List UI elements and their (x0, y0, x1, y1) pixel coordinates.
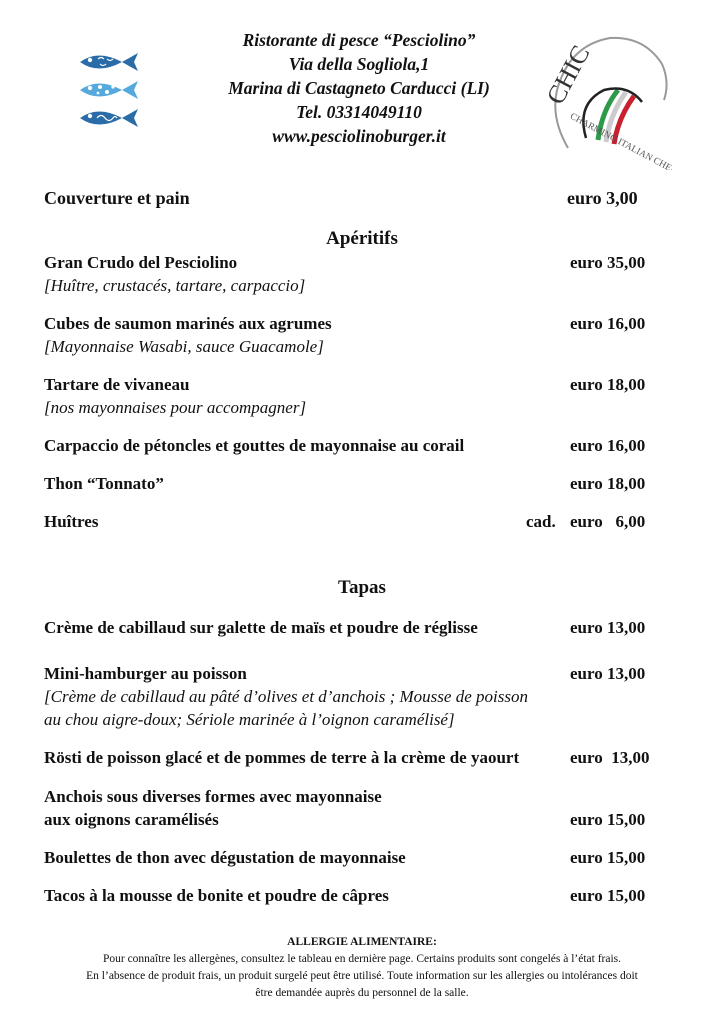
item-name: aux oignons caramélisés (44, 810, 219, 829)
allergy-title: ALLERGIE ALIMENTAIRE: (287, 936, 437, 948)
item-price: euro 13,00 (570, 618, 646, 637)
item-description: [Crème de cabillaud au pâté d’olives et d’anchois ; Mousse de poisson (44, 687, 528, 706)
fish-logo (76, 50, 144, 140)
item-name: Huîtres (44, 512, 99, 531)
item-price: euro 15,00 (570, 848, 646, 867)
fish-icon (76, 50, 142, 74)
section-title-tapas: Tapas (338, 577, 386, 598)
item-name: Rösti de poisson glacé et de pommes de terre à la crème de yaourt (44, 748, 520, 767)
allergy-notice (0, 934, 724, 1002)
item-price: euro 6,00 (570, 512, 646, 531)
allergy-line: Pour connaître les allergènes, consultez le tableau en dernière page. Certains produits sont congelés à l’état frais. (102, 953, 622, 965)
item-price: euro 15,00 (570, 810, 646, 829)
item-name: Crème de cabillaud sur galette de maïs et poudre de réglisse (44, 618, 478, 637)
allergy-line: En l’absence de produit frais, un produit surgelé peut être utilisé. Toute information sur les allergies ou intolérances doit (86, 970, 638, 982)
fish-icon (76, 106, 142, 130)
restaurant-name: Ristorante di pesce “Pesciolino” (242, 30, 476, 50)
item-name: Carpaccio de pétoncles et gouttes de mayonnaise au corail (44, 436, 465, 455)
item-description: [nos mayonnaises pour accompagner] (44, 398, 307, 417)
restaurant-website[interactable]: www.pesciolinoburger.it (272, 126, 446, 146)
item-name: Boulettes de thon avec dégustation de mayonnaise (44, 848, 406, 867)
restaurant-address: Via della Sogliola,1 (288, 54, 430, 74)
restaurant-city: Marina di Castagneto Carducci (LI) (228, 78, 490, 98)
item-price: euro 16,00 (570, 314, 646, 333)
item-name: Anchois sous diverses formes avec mayonnaise (44, 787, 382, 806)
item-price: euro 15,00 (570, 886, 646, 905)
item-description: au chou aigre-doux; Sériole marinée à l’oignon caramélisé] (44, 710, 455, 729)
logo-tagline: CHARMING ITALIAN CHEF (568, 111, 672, 170)
item-name: Couverture et pain (44, 188, 190, 208)
item-price: euro 16,00 (570, 436, 646, 455)
fish-icon (76, 78, 142, 102)
chef-hat-icon (540, 30, 672, 170)
item-description: [Mayonnaise Wasabi, sauce Guacamole] (44, 337, 324, 356)
item-name: Mini-hamburger au poisson (44, 664, 247, 683)
item-price: euro 35,00 (570, 253, 646, 272)
item-unit: cad. (526, 512, 556, 531)
item-price: euro 13,00 (570, 748, 650, 767)
logo-word: CHIC (540, 40, 596, 110)
item-price: euro 18,00 (570, 375, 646, 394)
item-name: Cubes de saumon marinés aux agrumes (44, 314, 332, 333)
item-name: Gran Crudo del Pesciolino (44, 253, 238, 272)
item-price: euro 3,00 (567, 188, 638, 208)
section-title-aperitifs: Apéritifs (326, 228, 398, 249)
item-name: Thon “Tonnato” (44, 474, 164, 493)
item-price: euro 18,00 (570, 474, 646, 493)
item-name: Tartare de vivaneau (44, 375, 190, 394)
chic-logo (540, 30, 672, 170)
restaurant-phone: Tel. 03314049110 (296, 102, 422, 122)
item-description: [Huître, crustacés, tartare, carpaccio] (44, 276, 306, 295)
allergy-line: être demandée auprès du personnel de la salle. (255, 987, 469, 999)
item-name: Tacos à la mousse de bonite et poudre de câpres (44, 886, 389, 905)
item-price: euro 13,00 (570, 664, 646, 683)
